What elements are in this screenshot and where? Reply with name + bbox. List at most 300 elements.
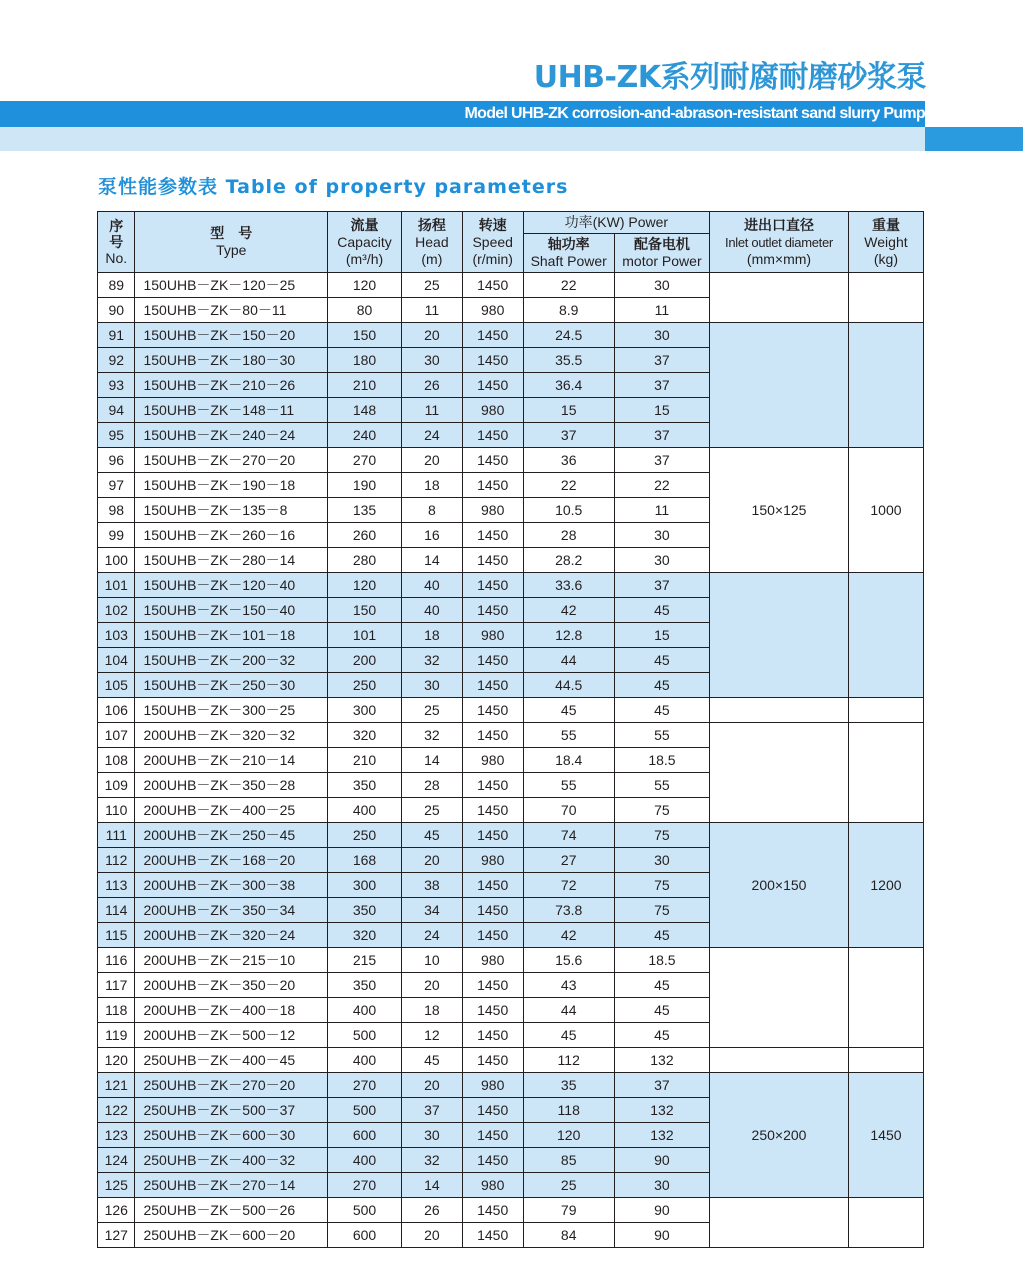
cell-motor: 75 bbox=[614, 873, 709, 898]
cell-type: 150UHB－ZK－80－11 bbox=[135, 298, 328, 323]
cell-head: 32 bbox=[402, 1148, 463, 1173]
cell-shaft: 74 bbox=[523, 823, 614, 848]
cell-shaft: 112 bbox=[523, 1048, 614, 1073]
cell-motor: 30 bbox=[614, 523, 709, 548]
header-weight bbox=[848, 212, 923, 273]
cell-head: 40 bbox=[402, 598, 463, 623]
cell-type: 200UHB－ZK－320－24 bbox=[135, 923, 328, 948]
cell-shaft: 28.2 bbox=[523, 548, 614, 573]
cell-no: 103 bbox=[98, 623, 135, 648]
cell-capacity: 250 bbox=[328, 823, 402, 848]
cell-type: 250UHB－ZK－400－32 bbox=[135, 1148, 328, 1173]
cell-capacity: 500 bbox=[328, 1198, 402, 1223]
cell-no: 119 bbox=[98, 1023, 135, 1048]
cell-motor: 45 bbox=[614, 973, 709, 998]
cell-type: 150UHB－ZK－148－11 bbox=[135, 398, 328, 423]
header-shaft bbox=[523, 234, 614, 273]
cell-no: 113 bbox=[98, 873, 135, 898]
header-no-en: No. bbox=[105, 249, 128, 266]
cell-speed: 1450 bbox=[462, 573, 523, 598]
cell-no: 126 bbox=[98, 1198, 135, 1223]
cell-speed: 1450 bbox=[462, 598, 523, 623]
cell-capacity: 240 bbox=[328, 423, 402, 448]
cell-speed: 1450 bbox=[462, 1223, 523, 1248]
table-row bbox=[98, 823, 924, 848]
cell-motor: 90 bbox=[614, 1223, 709, 1248]
cell-no: 115 bbox=[98, 923, 135, 948]
cell-type: 200UHB－ZK－215－10 bbox=[135, 948, 328, 973]
cell-motor: 132 bbox=[614, 1048, 709, 1073]
cell-capacity: 101 bbox=[328, 623, 402, 648]
cell-type: 150UHB－ZK－240－24 bbox=[135, 423, 328, 448]
cell-weight bbox=[848, 723, 923, 823]
cell-shaft: 84 bbox=[523, 1223, 614, 1248]
cell-no: 104 bbox=[98, 648, 135, 673]
cell-capacity: 270 bbox=[328, 1073, 402, 1098]
cell-head: 18 bbox=[402, 473, 463, 498]
cell-diameter bbox=[710, 573, 849, 698]
cell-motor: 37 bbox=[614, 1073, 709, 1098]
header-head-unit: (m) bbox=[421, 250, 443, 267]
cell-head: 40 bbox=[402, 573, 463, 598]
cell-speed: 1450 bbox=[462, 423, 523, 448]
cell-motor: 55 bbox=[614, 723, 709, 748]
cell-type: 200UHB－ZK－400－18 bbox=[135, 998, 328, 1023]
cell-no: 114 bbox=[98, 898, 135, 923]
header-diameter-cn: 进出口直径 bbox=[744, 216, 814, 233]
header-motor-cn: 配备电机 bbox=[633, 236, 690, 252]
cell-speed: 1450 bbox=[462, 1198, 523, 1223]
cell-shaft: 25 bbox=[523, 1173, 614, 1198]
cell-capacity: 400 bbox=[328, 1148, 402, 1173]
cell-diameter bbox=[710, 323, 849, 448]
header-speed-unit: (r/min) bbox=[472, 250, 513, 267]
table-row bbox=[98, 698, 924, 723]
cell-type: 200UHB－ZK－500－12 bbox=[135, 1023, 328, 1048]
header-weight-en: Weight bbox=[864, 233, 908, 250]
cell-speed: 1450 bbox=[462, 448, 523, 473]
cell-shaft: 33.6 bbox=[523, 573, 614, 598]
cell-speed: 1450 bbox=[462, 273, 523, 298]
cell-head: 20 bbox=[402, 1223, 463, 1248]
cell-motor: 11 bbox=[614, 498, 709, 523]
cell-type: 200UHB－ZK－400－25 bbox=[135, 798, 328, 823]
cell-weight bbox=[848, 1198, 923, 1248]
cell-shaft: 44.5 bbox=[523, 673, 614, 698]
cell-speed: 1450 bbox=[462, 473, 523, 498]
cell-shaft: 45 bbox=[523, 1023, 614, 1048]
cell-type: 150UHB－ZK－120－25 bbox=[135, 273, 328, 298]
table-row bbox=[98, 948, 924, 973]
cell-no: 92 bbox=[98, 348, 135, 373]
header-no-cn: 序号 bbox=[109, 217, 124, 250]
cell-shaft: 45 bbox=[523, 698, 614, 723]
cell-capacity: 320 bbox=[328, 723, 402, 748]
cell-head: 20 bbox=[402, 323, 463, 348]
cell-shaft: 118 bbox=[523, 1098, 614, 1123]
cell-capacity: 260 bbox=[328, 523, 402, 548]
cell-type: 150UHB－ZK－135－8 bbox=[135, 498, 328, 523]
cell-capacity: 400 bbox=[328, 1048, 402, 1073]
cell-shaft: 44 bbox=[523, 998, 614, 1023]
cell-speed: 1450 bbox=[462, 973, 523, 998]
header-weight-cn: 重量 bbox=[871, 216, 900, 233]
cell-shaft: 42 bbox=[523, 923, 614, 948]
cell-capacity: 270 bbox=[328, 1173, 402, 1198]
cell-weight: 1200 bbox=[848, 823, 923, 948]
cell-type: 250UHB－ZK－600－20 bbox=[135, 1223, 328, 1248]
cell-type: 250UHB－ZK－500－37 bbox=[135, 1098, 328, 1123]
cell-head: 26 bbox=[402, 373, 463, 398]
cell-no: 94 bbox=[98, 398, 135, 423]
cell-no: 108 bbox=[98, 748, 135, 773]
cell-head: 25 bbox=[402, 273, 463, 298]
cell-diameter: 150×125 bbox=[710, 448, 849, 573]
cell-no: 96 bbox=[98, 448, 135, 473]
cell-speed: 1450 bbox=[462, 1023, 523, 1048]
cell-shaft: 44 bbox=[523, 648, 614, 673]
header-power-group: 功率(KW) Power bbox=[523, 212, 709, 234]
cell-diameter: 250×200 bbox=[710, 1073, 849, 1198]
table-row bbox=[98, 723, 924, 748]
cell-motor: 22 bbox=[614, 473, 709, 498]
cell-head: 32 bbox=[402, 648, 463, 673]
cell-head: 38 bbox=[402, 873, 463, 898]
cell-capacity: 400 bbox=[328, 998, 402, 1023]
cell-shaft: 79 bbox=[523, 1198, 614, 1223]
cell-type: 150UHB－ZK－200－32 bbox=[135, 648, 328, 673]
cell-capacity: 120 bbox=[328, 573, 402, 598]
cell-head: 18 bbox=[402, 623, 463, 648]
cell-speed: 1450 bbox=[462, 1123, 523, 1148]
cell-type: 200UHB－ZK－350－34 bbox=[135, 898, 328, 923]
cell-capacity: 215 bbox=[328, 948, 402, 973]
cell-capacity: 280 bbox=[328, 548, 402, 573]
cell-shaft: 24.5 bbox=[523, 323, 614, 348]
cell-head: 45 bbox=[402, 823, 463, 848]
cell-head: 20 bbox=[402, 1073, 463, 1098]
cell-type: 150UHB－ZK－190－18 bbox=[135, 473, 328, 498]
cell-shaft: 73.8 bbox=[523, 898, 614, 923]
cell-head: 14 bbox=[402, 1173, 463, 1198]
cell-shaft: 18.4 bbox=[523, 748, 614, 773]
cell-no: 118 bbox=[98, 998, 135, 1023]
table-row bbox=[98, 1198, 924, 1223]
cell-no: 125 bbox=[98, 1173, 135, 1198]
cell-motor: 37 bbox=[614, 573, 709, 598]
cell-speed: 1450 bbox=[462, 373, 523, 398]
header-shaft-en: Shaft Power bbox=[530, 253, 607, 269]
cell-shaft: 36 bbox=[523, 448, 614, 473]
cell-no: 122 bbox=[98, 1098, 135, 1123]
cell-capacity: 250 bbox=[328, 673, 402, 698]
property-table bbox=[97, 211, 924, 1248]
cell-type: 150UHB－ZK－260－16 bbox=[135, 523, 328, 548]
cell-speed: 980 bbox=[462, 1173, 523, 1198]
header-band-light bbox=[0, 127, 925, 151]
cell-capacity: 80 bbox=[328, 298, 402, 323]
cell-no: 110 bbox=[98, 798, 135, 823]
cell-head: 30 bbox=[402, 1123, 463, 1148]
cell-no: 117 bbox=[98, 973, 135, 998]
cell-motor: 75 bbox=[614, 823, 709, 848]
cell-capacity: 600 bbox=[328, 1123, 402, 1148]
cell-diameter bbox=[710, 1048, 849, 1073]
cell-motor: 45 bbox=[614, 998, 709, 1023]
cell-diameter: 200×150 bbox=[710, 823, 849, 948]
cell-type: 150UHB－ZK－180－30 bbox=[135, 348, 328, 373]
cell-type: 150UHB－ZK－280－14 bbox=[135, 548, 328, 573]
table-row bbox=[98, 448, 924, 473]
cell-shaft: 85 bbox=[523, 1148, 614, 1173]
cell-motor: 75 bbox=[614, 898, 709, 923]
cell-motor: 37 bbox=[614, 448, 709, 473]
cell-no: 120 bbox=[98, 1048, 135, 1073]
cell-type: 200UHB－ZK－250－45 bbox=[135, 823, 328, 848]
cell-head: 8 bbox=[402, 498, 463, 523]
header-type-cn: 型 号 bbox=[210, 225, 253, 241]
cell-no: 93 bbox=[98, 373, 135, 398]
cell-head: 37 bbox=[402, 1098, 463, 1123]
cell-no: 89 bbox=[98, 273, 135, 298]
cell-motor: 75 bbox=[614, 798, 709, 823]
cell-motor: 90 bbox=[614, 1198, 709, 1223]
cell-capacity: 350 bbox=[328, 898, 402, 923]
cell-no: 100 bbox=[98, 548, 135, 573]
cell-head: 11 bbox=[402, 298, 463, 323]
cell-type: 200UHB－ZK－320－32 bbox=[135, 723, 328, 748]
cell-no: 102 bbox=[98, 598, 135, 623]
cell-head: 14 bbox=[402, 748, 463, 773]
cell-shaft: 55 bbox=[523, 723, 614, 748]
cell-shaft: 120 bbox=[523, 1123, 614, 1148]
cell-capacity: 150 bbox=[328, 598, 402, 623]
cell-no: 97 bbox=[98, 473, 135, 498]
cell-head: 20 bbox=[402, 848, 463, 873]
cell-capacity: 210 bbox=[328, 373, 402, 398]
cell-motor: 30 bbox=[614, 273, 709, 298]
cell-speed: 1450 bbox=[462, 998, 523, 1023]
cell-type: 150UHB－ZK－150－40 bbox=[135, 598, 328, 623]
cell-head: 14 bbox=[402, 548, 463, 573]
cell-shaft: 37 bbox=[523, 423, 614, 448]
cell-type: 200UHB－ZK－350－20 bbox=[135, 973, 328, 998]
cell-no: 99 bbox=[98, 523, 135, 548]
cell-type: 150UHB－ZK－120－40 bbox=[135, 573, 328, 598]
cell-speed: 1450 bbox=[462, 1148, 523, 1173]
cell-type: 200UHB－ZK－210－14 bbox=[135, 748, 328, 773]
cell-speed: 1450 bbox=[462, 873, 523, 898]
header-head-cn: 扬程 bbox=[417, 216, 446, 233]
cell-type: 250UHB－ZK－500－26 bbox=[135, 1198, 328, 1223]
header-no bbox=[98, 212, 135, 273]
cell-diameter bbox=[710, 273, 849, 323]
cell-head: 24 bbox=[402, 423, 463, 448]
cell-weight bbox=[848, 273, 923, 323]
header-weight-unit: (kg) bbox=[873, 250, 899, 267]
cell-speed: 1450 bbox=[462, 348, 523, 373]
header-capacity bbox=[328, 212, 402, 273]
cell-motor: 45 bbox=[614, 648, 709, 673]
cell-head: 11 bbox=[402, 398, 463, 423]
cell-capacity: 500 bbox=[328, 1023, 402, 1048]
cell-speed: 1450 bbox=[462, 798, 523, 823]
cell-shaft: 55 bbox=[523, 773, 614, 798]
table-header bbox=[98, 212, 924, 273]
cell-motor: 30 bbox=[614, 848, 709, 873]
cell-shaft: 42 bbox=[523, 598, 614, 623]
cell-type: 200UHB－ZK－350－28 bbox=[135, 773, 328, 798]
cell-motor: 37 bbox=[614, 423, 709, 448]
cell-shaft: 36.4 bbox=[523, 373, 614, 398]
cell-motor: 45 bbox=[614, 1023, 709, 1048]
cell-shaft: 8.9 bbox=[523, 298, 614, 323]
cell-capacity: 135 bbox=[328, 498, 402, 523]
table-row bbox=[98, 273, 924, 298]
header-speed-cn: 转速 bbox=[478, 216, 507, 233]
cell-speed: 1450 bbox=[462, 548, 523, 573]
cell-shaft: 43 bbox=[523, 973, 614, 998]
cell-type: 150UHB－ZK－150－20 bbox=[135, 323, 328, 348]
cell-shaft: 12.8 bbox=[523, 623, 614, 648]
cell-motor: 11 bbox=[614, 298, 709, 323]
cell-weight bbox=[848, 948, 923, 1048]
cell-motor: 45 bbox=[614, 698, 709, 723]
cell-speed: 1450 bbox=[462, 323, 523, 348]
cell-motor: 90 bbox=[614, 1148, 709, 1173]
cell-capacity: 190 bbox=[328, 473, 402, 498]
cell-motor: 45 bbox=[614, 673, 709, 698]
cell-speed: 980 bbox=[462, 623, 523, 648]
cell-type: 200UHB－ZK－300－38 bbox=[135, 873, 328, 898]
cell-type: 150UHB－ZK－250－30 bbox=[135, 673, 328, 698]
cell-shaft: 22 bbox=[523, 473, 614, 498]
cell-head: 30 bbox=[402, 673, 463, 698]
table-row bbox=[98, 1073, 924, 1098]
cell-no: 124 bbox=[98, 1148, 135, 1173]
cell-capacity: 400 bbox=[328, 798, 402, 823]
cell-capacity: 168 bbox=[328, 848, 402, 873]
header-motor-en: motor Power bbox=[622, 253, 702, 269]
cell-capacity: 320 bbox=[328, 923, 402, 948]
cell-head: 25 bbox=[402, 798, 463, 823]
cell-no: 121 bbox=[98, 1073, 135, 1098]
header-speed-en: Speed bbox=[472, 233, 513, 250]
cell-head: 30 bbox=[402, 348, 463, 373]
header-head-en: Head bbox=[415, 233, 449, 250]
cell-head: 32 bbox=[402, 723, 463, 748]
header-motor bbox=[614, 234, 709, 273]
cell-motor: 132 bbox=[614, 1123, 709, 1148]
cell-type: 250UHB－ZK－600－30 bbox=[135, 1123, 328, 1148]
table-row bbox=[98, 323, 924, 348]
cell-speed: 980 bbox=[462, 748, 523, 773]
cell-head: 18 bbox=[402, 998, 463, 1023]
header-diameter-en: Inlet outlet diameter bbox=[725, 234, 833, 250]
cell-head: 28 bbox=[402, 773, 463, 798]
cell-type: 150UHB－ZK－300－25 bbox=[135, 698, 328, 723]
cell-no: 106 bbox=[98, 698, 135, 723]
cell-speed: 1450 bbox=[462, 673, 523, 698]
cell-diameter bbox=[710, 1198, 849, 1248]
cell-type: 250UHB－ZK－400－45 bbox=[135, 1048, 328, 1073]
cell-motor: 55 bbox=[614, 773, 709, 798]
cell-weight bbox=[848, 323, 923, 448]
cell-speed: 1450 bbox=[462, 523, 523, 548]
cell-motor: 30 bbox=[614, 323, 709, 348]
cell-no: 123 bbox=[98, 1123, 135, 1148]
cell-head: 24 bbox=[402, 923, 463, 948]
cell-motor: 132 bbox=[614, 1098, 709, 1123]
cell-no: 90 bbox=[98, 298, 135, 323]
header-type bbox=[135, 212, 328, 273]
header-diameter bbox=[710, 212, 849, 273]
cell-no: 98 bbox=[98, 498, 135, 523]
cell-motor: 45 bbox=[614, 923, 709, 948]
cell-motor: 18.5 bbox=[614, 948, 709, 973]
header-band-accent bbox=[925, 127, 1023, 151]
cell-no: 107 bbox=[98, 723, 135, 748]
cell-head: 12 bbox=[402, 1023, 463, 1048]
cell-shaft: 10.5 bbox=[523, 498, 614, 523]
cell-head: 34 bbox=[402, 898, 463, 923]
header-capacity-en: Capacity bbox=[337, 233, 392, 250]
cell-weight bbox=[848, 698, 923, 723]
cell-head: 20 bbox=[402, 448, 463, 473]
page-title: UHB-ZK系列耐腐耐磨砂浆泵 bbox=[533, 60, 926, 95]
cell-head: 25 bbox=[402, 698, 463, 723]
cell-shaft: 27 bbox=[523, 848, 614, 873]
cell-capacity: 300 bbox=[328, 873, 402, 898]
cell-capacity: 350 bbox=[328, 973, 402, 998]
cell-capacity: 270 bbox=[328, 448, 402, 473]
cell-type: 150UHB－ZK－270－20 bbox=[135, 448, 328, 473]
cell-type: 150UHB－ZK－101－18 bbox=[135, 623, 328, 648]
cell-weight: 1000 bbox=[848, 448, 923, 573]
section-title: 泵性能参数表 Table of property parameters bbox=[98, 176, 569, 198]
page-subtitle: Model UHB-ZK corrosion-and-abrason-resistant sand slurry Pump bbox=[464, 105, 925, 122]
cell-shaft: 35.5 bbox=[523, 348, 614, 373]
cell-speed: 1450 bbox=[462, 698, 523, 723]
cell-no: 105 bbox=[98, 673, 135, 698]
cell-diameter bbox=[710, 948, 849, 1048]
cell-speed: 1450 bbox=[462, 898, 523, 923]
cell-speed: 980 bbox=[462, 948, 523, 973]
cell-capacity: 148 bbox=[328, 398, 402, 423]
cell-speed: 1450 bbox=[462, 773, 523, 798]
header-type-en: Type bbox=[216, 242, 247, 258]
cell-shaft: 15 bbox=[523, 398, 614, 423]
cell-motor: 15 bbox=[614, 398, 709, 423]
cell-capacity: 500 bbox=[328, 1098, 402, 1123]
cell-type: 250UHB－ZK－270－20 bbox=[135, 1073, 328, 1098]
cell-capacity: 180 bbox=[328, 348, 402, 373]
cell-shaft: 15.6 bbox=[523, 948, 614, 973]
cell-head: 10 bbox=[402, 948, 463, 973]
cell-motor: 37 bbox=[614, 373, 709, 398]
cell-speed: 980 bbox=[462, 498, 523, 523]
cell-speed: 980 bbox=[462, 398, 523, 423]
cell-head: 45 bbox=[402, 1048, 463, 1073]
cell-speed: 980 bbox=[462, 1073, 523, 1098]
cell-speed: 1450 bbox=[462, 723, 523, 748]
cell-diameter bbox=[710, 698, 849, 723]
cell-head: 16 bbox=[402, 523, 463, 548]
cell-weight: 1450 bbox=[848, 1073, 923, 1198]
cell-capacity: 150 bbox=[328, 323, 402, 348]
header-capacity-cn: 流量 bbox=[350, 216, 379, 233]
cell-capacity: 200 bbox=[328, 648, 402, 673]
